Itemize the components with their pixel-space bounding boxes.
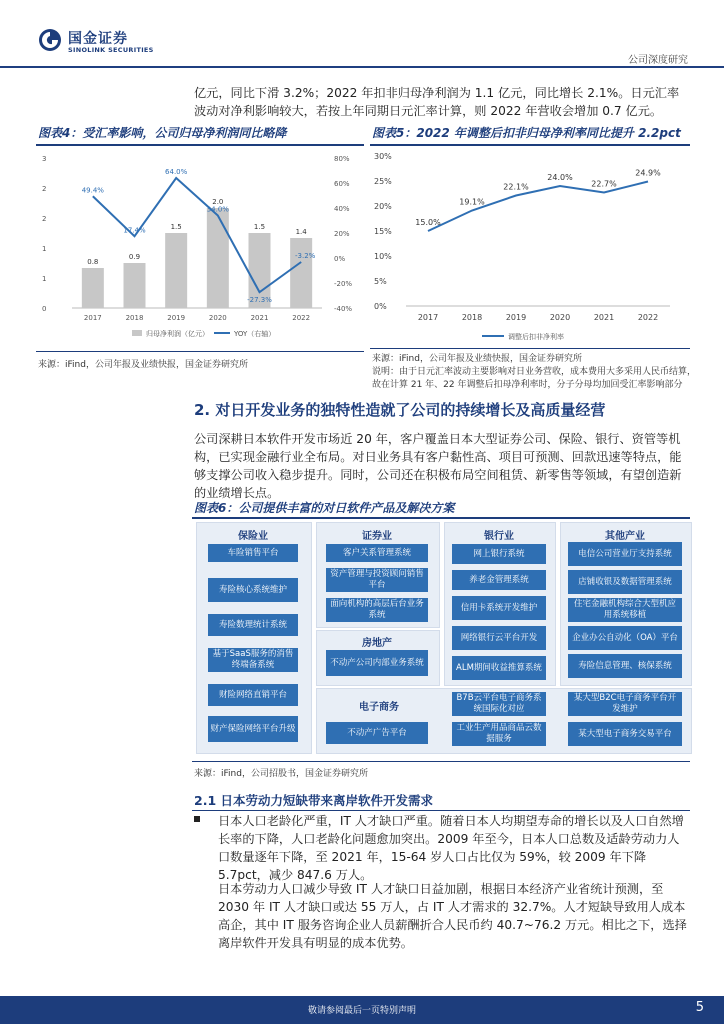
bar	[124, 263, 146, 308]
footer-disclaimer: 敬请参阅最后一页特别声明	[307, 1006, 416, 1016]
realestate-item: 不动产公司内部业务系统	[326, 650, 428, 676]
y-left-tick-label: 2	[42, 215, 47, 223]
line-data-label: 22.7%	[591, 179, 617, 189]
y-right-tick-label: 80%	[334, 155, 350, 163]
y-right-tick-label: 40%	[334, 205, 350, 213]
line-data-label: -27.3%	[247, 296, 272, 305]
legend-line-label: YOY（右轴）	[234, 330, 276, 338]
bar	[82, 268, 104, 308]
page-number: 5	[695, 1000, 704, 1015]
legend-bar-label: 归母净利润（亿元）	[146, 330, 209, 338]
banking-item: 养老金管理系统	[452, 570, 546, 590]
bar-data-label: 1.4	[295, 228, 307, 236]
panel-securities-title: 证券业	[362, 531, 392, 542]
figure5-source: 来源：iFind，公司年报及业绩快报，国金证券研究所	[372, 354, 582, 364]
line-data-label: -3.2%	[295, 252, 316, 260]
report-type: 公司深度研究	[628, 55, 688, 66]
y-right-tick-label: -40%	[334, 305, 353, 313]
banking-item: 信用卡系统开发维护	[452, 596, 546, 620]
banking-item: 网络银行云平台开发	[452, 626, 546, 650]
insurance-item: 寿险数理统计系统	[208, 614, 298, 636]
subsection21-rule	[192, 810, 690, 811]
banking-item: 网上银行系统	[452, 544, 546, 564]
bar	[165, 233, 187, 308]
line-data-label: 17.4%	[123, 226, 146, 235]
other-item: 企业办公自动化（OA）平台	[568, 626, 682, 650]
line-data-label: 24.0%	[547, 173, 573, 182]
bar-data-label: 0.9	[128, 253, 141, 261]
figure6-bottom-rule	[192, 761, 690, 762]
insurance-item: 基于SaaS服务的消售终端备系统	[208, 648, 298, 672]
ecommerce-item: B7B云平台电子商务系统国际化对应	[452, 692, 546, 716]
figure4-source: 来源：iFind，公司年报及业绩快报，国金证券研究所	[38, 360, 248, 370]
x-tick-label: 2019	[167, 314, 186, 322]
x-tick-label: 2021	[250, 314, 269, 322]
x-tick-label: 2017	[417, 313, 439, 322]
figure4-chart	[36, 148, 366, 348]
bar-data-label: 2.0	[212, 198, 224, 206]
bar	[206, 205, 229, 308]
y-left-tick-label: 0	[42, 305, 47, 313]
figure5-title-rule	[370, 144, 690, 146]
header-divider	[0, 66, 724, 68]
logo-mark-icon	[38, 28, 62, 52]
bar-data-label: 0.8	[87, 258, 99, 266]
ecommerce-item: 工业生产用品商品云数据服务	[452, 722, 546, 746]
x-tick-label: 2020	[208, 314, 227, 322]
other-item: 住宅金融机构综合大型机应用系统移植	[568, 598, 682, 622]
y-tick-label: 20%	[374, 202, 392, 211]
y-right-tick-label: 60%	[334, 180, 350, 188]
line-data-label: 64.0%	[165, 168, 188, 176]
y-right-tick-label: -20%	[334, 280, 353, 288]
y-right-tick-label: 20%	[334, 230, 350, 238]
x-tick-label: 2019	[505, 313, 527, 322]
figure5-note-line1: 说明：由于日元汇率波动主要影响对日业务营收，成本费用大多采用人民币结算，	[372, 367, 697, 377]
subsection21-heading: 2.1 日本劳动力短缺带来离岸软件开发需求	[194, 793, 433, 808]
y-tick-label: 10%	[374, 252, 392, 261]
x-tick-label: 2021	[593, 313, 615, 322]
paragraph-japan-business: 公司深耕日本软件开发市场近 20 年，客户覆盖日本大型证券公司、保险、银行、资管等机构，已实现金融行业全布局。对日业务具有客户黏性高、项目可预测、回款迅速等特点，能够支撑公司收入稳步提升。同时，公司还在积极布局空间租赁、新零售等领域，有望创造新的业绩增长点。	[194, 432, 682, 500]
x-tick-label: 2018	[125, 314, 144, 322]
paragraph-it-shortage: 日本劳动力人口减少导致 IT 人才缺口日益加剧，根据日本经济产业省统计预测，至 2030 年 IT 人才缺口或达 55 万人，占 IT 人才需求的 32.7%。人才短缺导致用人成本高企，其中 IT 服务咨询企业人员薪酬折合人民币约 40.7~76.2 万元。相比之下，选择离岸软件开发具有明显的成本优势。	[218, 882, 687, 950]
y-left-tick-label: 3	[42, 155, 47, 163]
securities-item: 面向机构的高层后台业务系统	[326, 598, 428, 622]
line-data-label: 34.0%	[206, 205, 229, 214]
y-tick-label: 25%	[374, 177, 392, 186]
line-data-label: 15.0%	[415, 218, 441, 227]
figure5-bottom-rule	[370, 348, 690, 349]
banking-item: ALM期间收益推算系统	[452, 656, 546, 680]
y-tick-label: 0%	[374, 302, 387, 311]
insurance-item: 车险销售平台	[208, 544, 298, 562]
insurance-item: 财险网络直销平台	[208, 684, 298, 706]
figure5-chart	[370, 148, 690, 348]
bar-data-label: 1.5	[170, 223, 182, 231]
figure4-title: 图表4：受汇率影响，公司归母净利润同比略降	[38, 126, 287, 140]
y-left-tick-label: 2	[42, 185, 47, 193]
line-data-label: 49.4%	[81, 186, 104, 195]
insurance-item: 寿险核心系统维护	[208, 578, 298, 602]
figure4-title-rule	[36, 144, 364, 146]
panel-insurance-title: 保险业	[238, 531, 268, 542]
solutions-diagram	[194, 520, 692, 758]
figure6-title: 图表6：公司提供丰富的对日软件产品及解决方案	[194, 501, 455, 515]
panel-other-title: 其他产业	[605, 531, 645, 542]
paragraph-profit: 亿元，同比下滑 3.2%；2022 年扣非归母净利润为 1.1 亿元，同比增长 2.1%。日元汇率波动对净利影响较大，若按上年同期日元汇率计算，则 2022 年营收会增加 0.7 亿元。	[194, 86, 680, 118]
brand-name: 国金证券	[68, 31, 128, 47]
ecommerce-item: 某大型B2C电子商务平台开发维护	[568, 692, 682, 716]
legend-line-label: 调整后扣非净利率	[508, 333, 564, 341]
brand-logo	[38, 28, 168, 54]
line-data-label: 22.1%	[503, 182, 529, 192]
x-tick-label: 2022	[637, 313, 659, 322]
other-item: 电信公司营业厅支持系统	[568, 542, 682, 566]
x-tick-label: 2017	[83, 314, 102, 322]
other-item: 寿险信息管理、核保系统	[568, 654, 682, 678]
bullet-square-icon	[194, 816, 200, 822]
line-data-label: 19.1%	[459, 197, 485, 207]
y-tick-label: 5%	[374, 277, 387, 286]
y-tick-label: 15%	[374, 227, 392, 236]
securities-item: 资产管理与投资顾问销售平台	[326, 568, 428, 592]
securities-item: 客户关系管理系统	[326, 544, 428, 562]
figure6-title-rule	[192, 517, 690, 519]
y-right-tick-label: 0%	[334, 255, 346, 263]
y-tick-label: 30%	[374, 152, 392, 161]
panel-realestate-title: 房地产	[362, 638, 392, 649]
figure4-bottom-rule	[36, 351, 364, 352]
panel-ecommerce-title: 电子商务	[359, 702, 399, 713]
other-item: 店铺收银及数据管理系统	[568, 570, 682, 594]
figure5-title: 图表5：2022 年调整后扣非归母净利率同比提升 2.2pct	[372, 126, 681, 140]
ecommerce-item: 不动产广告平台	[326, 722, 428, 744]
brand-name-en: SINOLINK SECURITIES	[68, 46, 154, 54]
line-data-label: 24.9%	[635, 168, 661, 178]
insurance-item: 财产保险网络平台升级	[208, 716, 298, 742]
bar	[290, 238, 312, 308]
x-tick-label: 2018	[461, 313, 483, 322]
figure6-source: 来源：iFind，公司招股书，国金证券研究所	[194, 769, 368, 779]
panel-banking-title: 银行业	[484, 531, 514, 542]
figure5-note-line2: 故在计算 21 年、22 年调整后扣母净利率时，分子分母均加回受汇率影响部分	[372, 380, 683, 390]
x-tick-label: 2022	[292, 314, 311, 322]
y-left-tick-label: 1	[42, 245, 47, 253]
y-left-tick-label: 1	[42, 275, 47, 283]
paragraph-aging: 日本人口老龄化严重，IT 人才缺口严重。随着日本人均期望寿命的增长以及人口自然增长率的下降，人口老龄化问题愈加突出。2009 年至今，日本人口总数及适龄劳动力人口数量逐年下降，至 2021 年，15-64 岁人口占比仅为 59%，较 2009 年下降 5.7pct，减少 847.6 万人。	[218, 814, 684, 882]
bar-data-label: 1.5	[253, 223, 266, 231]
ecommerce-item: 某大型电子商务交易平台	[568, 722, 682, 746]
x-tick-label: 2020	[549, 313, 571, 322]
legend-bar-swatch	[132, 330, 142, 336]
section2-heading: 2. 对日开发业务的独特性造就了公司的持续增长及高质量经营	[194, 401, 606, 419]
